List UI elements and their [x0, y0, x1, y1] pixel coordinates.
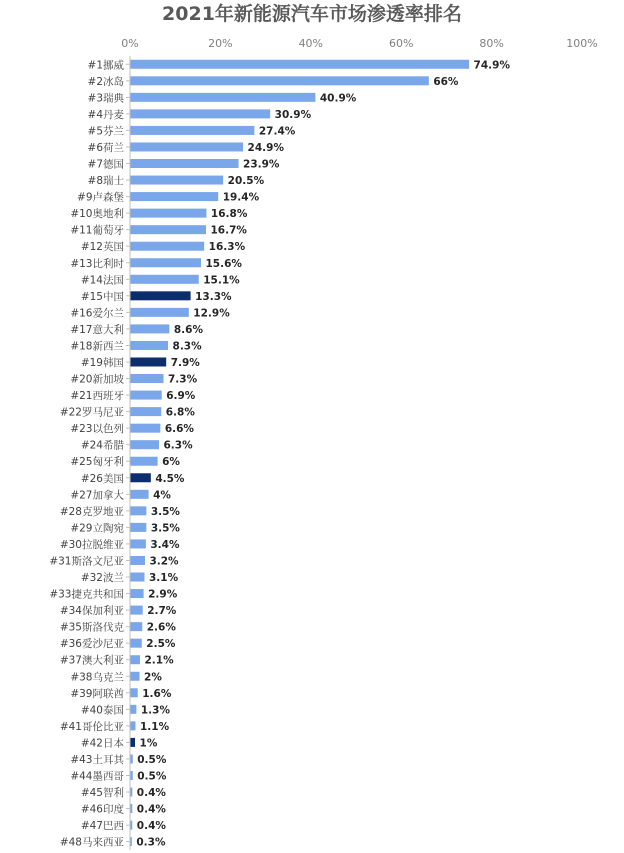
- category-label: #40泰国: [80, 704, 124, 717]
- highlighted-bar: [131, 738, 136, 747]
- bar-row: [70, 339, 202, 352]
- bar-rows: [49, 58, 510, 848]
- bar: [131, 837, 132, 846]
- category-label: #32波兰: [80, 572, 124, 585]
- bar: [131, 688, 138, 697]
- value-label: 20.5%: [227, 175, 265, 188]
- category-label: #14法国: [80, 274, 124, 287]
- bar-row: [81, 703, 171, 716]
- bar-row: [88, 124, 296, 137]
- bar-row: [60, 654, 174, 667]
- category-label: #7德国: [87, 158, 124, 171]
- category-label: #23以色列: [70, 423, 124, 436]
- category-label: #33捷克共和国: [49, 588, 124, 601]
- bar: [131, 506, 147, 515]
- bar: [131, 192, 219, 201]
- bar: [131, 60, 470, 69]
- bar-row: [70, 670, 162, 683]
- bar: [131, 771, 133, 780]
- bar-row: [70, 323, 203, 336]
- bar: [131, 556, 145, 565]
- value-label: 2%: [144, 671, 162, 684]
- value-label: 8.3%: [172, 340, 202, 353]
- category-label: #27加拿大: [70, 489, 124, 502]
- value-label: 4%: [153, 489, 171, 502]
- bar-row: [81, 786, 167, 799]
- category-label: #10奥地利: [70, 208, 124, 221]
- bar: [131, 754, 133, 763]
- value-label: 12.9%: [193, 307, 230, 320]
- highlighted-bar: [131, 291, 191, 300]
- value-label: 3.5%: [150, 522, 180, 535]
- bar: [131, 258, 202, 267]
- category-label: #46印度: [80, 803, 124, 816]
- value-label: 3.1%: [149, 572, 179, 585]
- category-label: #31斯洛文尼亚: [49, 555, 124, 568]
- category-label: #39阿联酋: [70, 687, 124, 700]
- bar: [131, 639, 142, 648]
- bar: [131, 804, 133, 813]
- x-axis-ticks: [121, 37, 597, 50]
- bar-row: [60, 538, 180, 551]
- value-label: 15.6%: [205, 257, 242, 270]
- category-label: #37澳大利亚: [59, 654, 124, 667]
- value-label: 8.6%: [173, 323, 203, 336]
- category-label: #13比利时: [70, 257, 124, 270]
- bar-row: [60, 720, 170, 733]
- chart-title: 2021年新能源汽车市场渗透率排名: [162, 3, 462, 25]
- bar: [131, 76, 429, 85]
- category-label: #26美国: [80, 472, 124, 485]
- bar-row: [60, 621, 177, 634]
- value-label: 1.1%: [139, 720, 170, 733]
- bar: [131, 93, 316, 102]
- bar-row: [88, 58, 511, 71]
- bar-row: [88, 158, 280, 171]
- bar: [131, 606, 143, 615]
- bar-row: [49, 588, 177, 601]
- bar: [131, 109, 271, 118]
- bar: [131, 573, 145, 582]
- bar: [131, 705, 137, 714]
- bar-row: [70, 488, 171, 501]
- x-tick-label: 0%: [121, 37, 139, 50]
- value-label: 1%: [139, 737, 158, 750]
- value-label: 27.4%: [258, 125, 296, 138]
- bar: [131, 275, 199, 284]
- bar: [131, 126, 255, 135]
- category-label: #42日本: [80, 737, 124, 750]
- bar-row: [70, 389, 195, 402]
- category-label: #28克罗地亚: [59, 505, 124, 518]
- value-label: 0.4%: [136, 803, 166, 816]
- value-label: 0.5%: [137, 770, 167, 783]
- bar: [131, 424, 161, 433]
- bar-row: [88, 108, 312, 121]
- value-label: 66%: [433, 75, 459, 88]
- bar: [131, 159, 239, 168]
- value-label: 6.6%: [164, 423, 194, 436]
- bar: [131, 622, 143, 631]
- value-label: 15.1%: [203, 274, 240, 287]
- category-label: #9卢森堡: [77, 191, 124, 204]
- category-label: #41哥伦比亚: [59, 720, 124, 733]
- category-label: #5芬兰: [87, 125, 124, 138]
- bar: [131, 440, 159, 449]
- category-label: #6荷兰: [87, 141, 124, 154]
- bar-row: [60, 505, 181, 518]
- value-label: 3.5%: [150, 505, 180, 518]
- bar-row: [81, 290, 232, 303]
- bar: [131, 821, 133, 830]
- category-label: #30拉脱维亚: [59, 538, 124, 551]
- bar: [131, 225, 206, 234]
- value-label: 2.9%: [148, 588, 178, 601]
- bar-row: [81, 820, 167, 832]
- bar-row: [81, 273, 240, 286]
- bar: [131, 308, 189, 317]
- value-label: 2.1%: [144, 654, 174, 667]
- value-label: 23.9%: [243, 158, 280, 171]
- bar: [131, 407, 162, 416]
- category-label: #47巴西: [80, 820, 124, 833]
- value-label: 2.7%: [147, 605, 177, 618]
- bar-row: [70, 306, 230, 319]
- value-label: 19.4%: [222, 191, 260, 204]
- bar-row: [81, 736, 158, 749]
- category-label: #12英国: [80, 241, 124, 254]
- bar-row: [81, 240, 246, 253]
- x-tick-label: 20%: [208, 37, 233, 50]
- bar: [131, 374, 164, 383]
- bar: [131, 589, 144, 598]
- bar-row: [77, 191, 260, 204]
- bar: [131, 209, 207, 218]
- bar: [131, 341, 169, 350]
- bar: [131, 523, 147, 532]
- bar-row: [60, 407, 196, 419]
- bar-row: [88, 141, 285, 154]
- category-label: #17意大利: [70, 323, 124, 336]
- bar-row: [70, 207, 248, 220]
- bar: [131, 324, 170, 333]
- value-label: 6.9%: [166, 390, 196, 403]
- bar: [131, 457, 158, 466]
- value-label: 6%: [162, 456, 180, 469]
- value-label: 0.3%: [136, 836, 166, 849]
- category-label: #18新西兰: [70, 340, 124, 353]
- category-label: #43土耳其: [70, 753, 124, 766]
- value-label: 7.9%: [170, 356, 200, 369]
- value-label: 4.5%: [155, 472, 185, 485]
- bar-row: [81, 439, 193, 452]
- bar-row: [70, 455, 180, 468]
- category-label: #20新加坡: [70, 373, 124, 386]
- category-label: #11葡萄牙: [70, 224, 124, 237]
- category-label: #21西班牙: [70, 390, 124, 403]
- bar: [131, 788, 133, 797]
- value-label: 0.4%: [136, 787, 166, 800]
- category-label: #3瑞典: [87, 92, 124, 105]
- category-label: #36爱沙尼亚: [59, 638, 124, 651]
- highlighted-bar: [131, 473, 151, 482]
- value-label: 40.9%: [319, 92, 357, 105]
- category-label: #15中国: [80, 290, 124, 303]
- bar-row: [88, 75, 459, 88]
- value-label: 30.9%: [274, 108, 312, 121]
- bar: [131, 539, 146, 548]
- category-label: #35斯洛伐克: [59, 621, 124, 634]
- x-tick-label: 100%: [566, 37, 598, 50]
- value-label: 16.7%: [210, 224, 247, 237]
- bar-row: [60, 836, 166, 849]
- value-label: 3.2%: [149, 555, 179, 568]
- category-label: #16爱尔兰: [70, 307, 124, 320]
- category-label: #8瑞士: [87, 175, 124, 188]
- category-label: #4丹麦: [87, 108, 124, 121]
- bar: [131, 655, 140, 664]
- bar-row: [88, 174, 265, 187]
- value-label: 13.3%: [195, 290, 232, 303]
- x-tick-label: 80%: [479, 37, 504, 50]
- bar-row: [60, 637, 176, 650]
- bar-row: [81, 472, 185, 485]
- value-label: 16.3%: [208, 241, 246, 254]
- bar-row: [70, 257, 242, 270]
- value-label: 6.8%: [165, 406, 195, 419]
- bar-row: [70, 753, 167, 766]
- value-label: 6.3%: [163, 439, 193, 452]
- category-label: #38乌克兰: [70, 671, 124, 684]
- value-label: 1.3%: [140, 704, 171, 717]
- bar-row: [70, 521, 180, 534]
- value-label: 24.9%: [247, 141, 284, 154]
- category-label: #24希腊: [80, 439, 124, 452]
- category-label: #19韩国: [80, 356, 124, 369]
- bar-row: [70, 687, 172, 700]
- category-label: #2冰岛: [87, 75, 124, 88]
- value-label: 7.3%: [167, 373, 198, 386]
- value-label: 3.4%: [150, 538, 180, 551]
- bar-row: [70, 769, 167, 782]
- category-label: #44墨西哥: [70, 770, 124, 783]
- category-label: #29立陶宛: [70, 522, 124, 535]
- x-tick-label: 40%: [298, 37, 324, 50]
- value-label: 0.4%: [136, 820, 166, 833]
- bar-row: [70, 422, 194, 435]
- value-label: 2.5%: [146, 638, 176, 651]
- bar-row: [70, 224, 247, 237]
- highlighted-bar: [131, 357, 167, 366]
- category-label: #25匈牙利: [70, 456, 124, 469]
- bar-row: [81, 803, 167, 816]
- bar-row: [70, 373, 197, 386]
- value-label: 2.6%: [146, 621, 176, 634]
- bar: [131, 490, 149, 499]
- value-label: 74.9%: [473, 59, 510, 72]
- bar-row: [49, 554, 179, 567]
- bar-row: [60, 604, 177, 617]
- value-label: 0.5%: [137, 753, 167, 766]
- x-tick-label: 60%: [388, 37, 414, 50]
- bar: [131, 721, 136, 730]
- bar: [131, 242, 205, 251]
- value-label: 1.6%: [142, 687, 172, 700]
- category-label: #34保加利亚: [59, 605, 124, 618]
- category-label: #22罗马尼亚: [59, 406, 124, 419]
- category-label: #1挪威: [87, 59, 124, 72]
- bar: [131, 391, 162, 400]
- bar-row: [88, 91, 357, 104]
- bar: [131, 142, 244, 151]
- bar-row: [81, 356, 200, 369]
- bar: [131, 672, 140, 681]
- value-label: 16.8%: [210, 208, 248, 221]
- category-label: #45智利: [80, 787, 124, 800]
- category-label: #48马来西亚: [59, 836, 124, 849]
- bar: [131, 176, 224, 185]
